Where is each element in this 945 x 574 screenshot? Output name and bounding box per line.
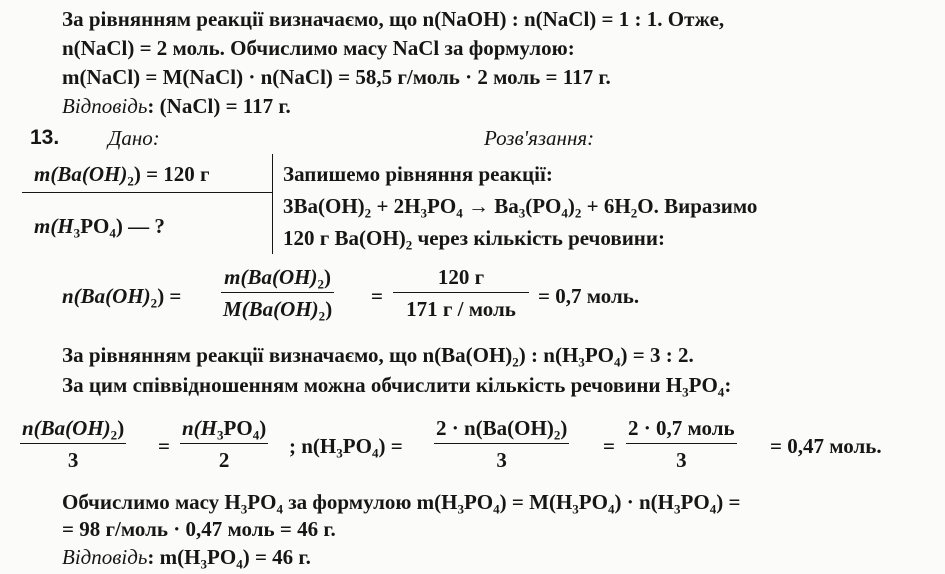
answer-label: Відповідь — [62, 94, 148, 118]
eq2-equals: = — [158, 434, 170, 458]
eq2-fraction-4: 2 · 0,7 моль 3 — [628, 416, 735, 472]
eq2-equals: = — [603, 434, 615, 458]
text-line: = 98 г/моль · 0,47 моль = 46 г. — [62, 517, 336, 541]
solution-line: Запишемо рівняння реакції: — [283, 162, 553, 186]
find-item: $m(H_3PO_4)$ — ? — [34, 214, 165, 241]
eq1-result: = 0,7 моль. — [538, 284, 640, 308]
answer-value: : (NaCl) = 117 г. — [147, 94, 291, 118]
answer-line: Відповідь: $m(H_3PO_4) = 46$ г. — [62, 545, 311, 572]
reaction-equation: $3Ba(OH)_2 + 2H_3PO_4 \to Ba_3(PO_4)_2 + 6H_2O$. Виразимо — [283, 194, 758, 221]
eq1-fraction-2: 120 г 171 г / моль — [393, 264, 529, 322]
eq2-fraction-2: $n(H_3PO_4)$ 2 — [182, 416, 267, 472]
text-line: m(NaCl) = M(NaCl) · n(NaCl) = 58,5 г/моль · 2 моль = 117 г. — [62, 65, 611, 89]
eq2-result: = 0,47 моль. — [770, 434, 882, 458]
problem-number: 13. — [30, 126, 60, 149]
text-line: n(NaCl) = 2 моль. Обчислимо масу NaCl за формулою: — [62, 36, 575, 60]
eq2-fraction-1: $n(Ba(OH)_2)$ 3 — [22, 416, 125, 472]
text-line: За рівнянням реакції визначаємо, що $n(Ba(OH)_2)$ : $n(H_3PO_4) = 3$ : 2. — [62, 343, 694, 370]
given-divider — [22, 192, 272, 193]
solution-label: Розв'язання: — [484, 126, 595, 150]
answer-line — [62, 93, 291, 119]
given-label: Дано: — [108, 126, 160, 150]
text-line: За цим співвідношенням можна обчислити кількість речовини $H_3PO_4$: — [62, 373, 732, 400]
eq1-equals: = — [371, 284, 383, 308]
solution-line: 120 г $Ba(OH)_2$ через кількість речовини: — [283, 226, 665, 253]
eq2-middle: ; $n(H_3PO_4)$ = — [289, 434, 403, 461]
eq1-fraction-1: $m(Ba(OH)_2)$ $M(Ba(OH)_2)$ — [223, 265, 333, 324]
text-line: За рівнянням реакції визначаємо, що n(NaOH) : n(NaCl) = 1 : 1. Отже, — [62, 7, 725, 31]
solution-divider — [272, 154, 273, 254]
eq2-fraction-3: $2 \cdot n(Ba(OH)_2)$ 3 — [436, 416, 568, 472]
text-line: Обчислимо масу $H_3PO_4$ за формулою $m(H_3PO_4) = M(H_3PO_4) \cdot n(H_3PO_4)$ = — [62, 490, 741, 517]
eq1-lhs: $n(Ba(OH)_2)$ = — [62, 284, 182, 311]
given-item: $m(Ba(OH)_2) = 120$ г — [34, 162, 210, 189]
